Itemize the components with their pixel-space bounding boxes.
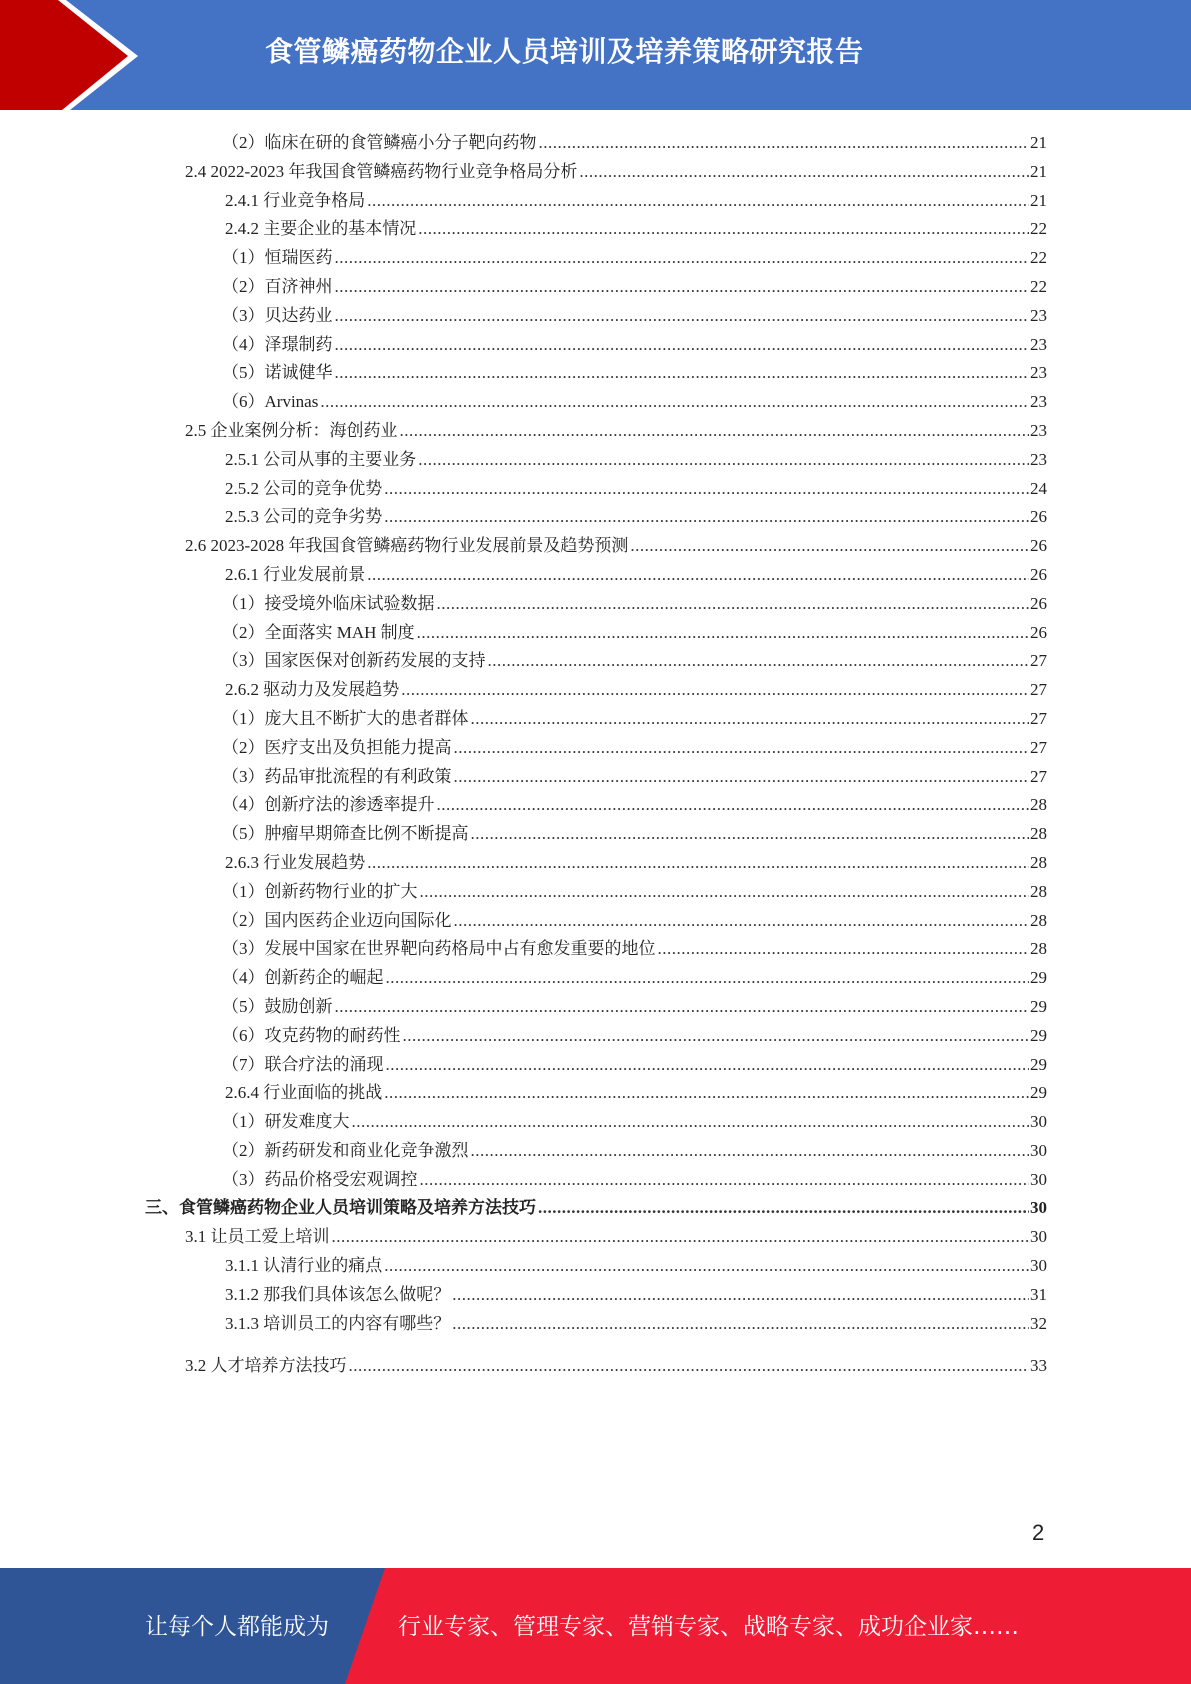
toc-dot-leader xyxy=(335,244,1030,273)
toc-entry-page: 24 xyxy=(1030,478,1047,498)
toc-dot-leader xyxy=(335,302,1030,331)
toc-entry[interactable] xyxy=(0,590,1047,619)
toc-dot-leader xyxy=(452,1310,1029,1339)
toc-entry[interactable] xyxy=(0,503,1047,532)
toc-entry-page: 23 xyxy=(1030,334,1047,354)
toc-entry-page: 30 xyxy=(1030,1169,1047,1189)
toc-entry-page: 21 xyxy=(1030,133,1047,152)
toc-entry-page: 26 xyxy=(1030,564,1047,584)
toc-entry-title: 三、食管鳞癌药物企业人员培训策略及培养方法技巧 xyxy=(145,1198,536,1218)
toc-entry-page: 28 xyxy=(1030,795,1047,815)
toc-entry-page: 22 xyxy=(1030,276,1047,296)
toc-entry-page: 30 xyxy=(1030,1198,1047,1218)
footer-slogan-left: 让每个人都能成为 xyxy=(145,1614,329,1640)
toc-dot-leader xyxy=(335,331,1030,360)
toc-dot-leader xyxy=(320,388,1029,417)
toc-entry[interactable] xyxy=(0,1281,1047,1310)
toc-entry[interactable] xyxy=(0,1137,1047,1166)
toc-entry-page: 30 xyxy=(1030,1140,1047,1160)
toc-entry-title: （4）创新疗法的渗透率提升 xyxy=(222,795,435,815)
toc-entry-page: 28 xyxy=(1030,881,1047,901)
toc-dot-leader xyxy=(335,993,1030,1022)
toc-entry-page: 28 xyxy=(1030,910,1047,930)
toc-entry-title: 2.5.1 公司从事的主要业务 xyxy=(225,449,417,469)
toc-dot-leader xyxy=(386,1051,1030,1080)
toc-entry[interactable] xyxy=(0,878,1047,907)
toc-entry[interactable] xyxy=(0,1108,1047,1137)
toc-entry[interactable] xyxy=(0,993,1047,1022)
toc-entry-page: 27 xyxy=(1030,737,1047,757)
toc-entry-page: 29 xyxy=(1030,1025,1047,1045)
toc-entry-page: 21 xyxy=(1030,161,1047,181)
toc-entry-page: 27 xyxy=(1030,680,1047,700)
toc-entry-title: （1）庞大且不断扩大的患者群体 xyxy=(222,708,469,728)
toc-entry-page: 23 xyxy=(1030,305,1047,325)
toc-dot-leader xyxy=(579,158,1029,187)
toc-entry[interactable] xyxy=(0,791,1047,820)
toc-dot-leader xyxy=(471,1137,1030,1166)
toc-entry[interactable] xyxy=(0,215,1047,244)
toc-dot-leader xyxy=(367,849,1029,878)
toc-entry-title: （2）新药研发和商业化竞争激烈 xyxy=(222,1140,469,1160)
toc-entry-title: （2）医疗支出及负担能力提高 xyxy=(222,737,452,757)
toc-entry[interactable] xyxy=(0,561,1047,590)
toc-entry-page: 27 xyxy=(1030,766,1047,786)
toc-dot-leader xyxy=(384,1079,1029,1108)
toc-entry[interactable] xyxy=(0,647,1047,676)
toc-entry-title: （3）国家医保对创新药发展的支持 xyxy=(222,651,486,671)
toc-dot-leader xyxy=(454,734,1030,763)
toc-dot-leader xyxy=(420,1166,1030,1195)
toc-entry-title: （1）创新药物行业的扩大 xyxy=(222,881,418,901)
toc-entry-page: 27 xyxy=(1030,708,1047,728)
toc-entry-title: （2）全面落实 MAH 制度 xyxy=(222,622,415,642)
toc-entry-title: 3.1.3 培训员工的内容有哪些？ xyxy=(225,1313,451,1333)
page-header xyxy=(0,0,1191,110)
toc-entry-page: 31 xyxy=(1030,1284,1047,1304)
toc-entry[interactable] xyxy=(0,1166,1047,1195)
toc-entry-title: （3）药品价格受宏观调控 xyxy=(222,1169,418,1189)
toc-entry[interactable] xyxy=(0,1194,1047,1223)
toc-entry-page: 21 xyxy=(1030,190,1047,210)
toc-entry-title: 2.5 企业案例分析：海创药业 xyxy=(185,420,398,440)
toc-dot-leader xyxy=(335,273,1030,302)
toc-entry[interactable] xyxy=(0,417,1047,446)
toc-dot-leader xyxy=(352,1108,1030,1137)
toc-entry[interactable] xyxy=(0,820,1047,849)
toc-dot-leader xyxy=(384,475,1029,504)
toc-dot-leader xyxy=(471,820,1030,849)
toc-entry[interactable] xyxy=(0,734,1047,763)
arrow-decoration-icon xyxy=(0,0,160,110)
toc-dot-leader xyxy=(400,417,1030,446)
toc-dot-leader xyxy=(418,215,1029,244)
toc-entry-page: 26 xyxy=(1030,507,1047,527)
toc-dot-leader xyxy=(538,1194,1029,1223)
toc-dot-leader xyxy=(420,878,1030,907)
toc-entry-title: （1）接受境外临床试验数据 xyxy=(222,593,435,613)
toc-entry-title: 3.2 人才培养方法技巧 xyxy=(185,1356,347,1376)
toc-entry-title: 2.4 2022-2023 年我国食管鳞癌药物行业竞争格局分析 xyxy=(185,161,578,181)
toc-entry-page: 23 xyxy=(1030,449,1047,469)
toc-dot-leader xyxy=(454,763,1030,792)
toc-entry-title: （1）恒瑞医药 xyxy=(222,248,333,268)
toc-dot-leader xyxy=(386,964,1030,993)
toc-entry[interactable] xyxy=(0,187,1047,216)
toc-entry[interactable] xyxy=(0,849,1047,878)
toc-entry-title: 2.6.3 行业发展趋势 xyxy=(225,852,366,872)
toc-dot-leader xyxy=(384,503,1029,532)
toc-entry[interactable] xyxy=(0,935,1047,964)
toc-entry[interactable] xyxy=(0,1352,1047,1381)
toc-entry-page: 33 xyxy=(1030,1356,1047,1376)
toc-entry[interactable] xyxy=(0,676,1047,705)
toc-entry[interactable] xyxy=(0,244,1047,273)
toc-entry-page: 29 xyxy=(1030,968,1047,988)
toc-entry[interactable] xyxy=(0,1252,1047,1281)
toc-entry-page: 30 xyxy=(1030,1256,1047,1276)
toc-dot-leader xyxy=(454,907,1030,936)
toc-dot-leader xyxy=(403,1022,1030,1051)
toc-dot-leader xyxy=(417,619,1029,648)
table-of-contents xyxy=(0,129,1191,1381)
toc-dot-leader xyxy=(471,705,1030,734)
toc-entry-title: 2.4.2 主要企业的基本情况 xyxy=(225,219,417,239)
toc-entry[interactable] xyxy=(0,446,1047,475)
toc-entry-page: 26 xyxy=(1030,536,1047,556)
toc-entry[interactable] xyxy=(0,1079,1047,1108)
toc-entry-page: 22 xyxy=(1030,248,1047,268)
toc-entry-page: 26 xyxy=(1030,593,1047,613)
toc-entry-title: （5）诺诚健华 xyxy=(222,363,333,383)
toc-entry-title: （5）肿瘤早期筛查比例不断提高 xyxy=(222,824,469,844)
toc-entry-page: 27 xyxy=(1030,651,1047,671)
toc-entry[interactable] xyxy=(0,964,1047,993)
toc-entry[interactable] xyxy=(0,273,1047,302)
toc-dot-leader xyxy=(384,1252,1029,1281)
toc-entry[interactable] xyxy=(0,1051,1047,1080)
toc-dot-leader xyxy=(437,791,1030,820)
toc-dot-leader xyxy=(367,561,1029,590)
toc-entry[interactable] xyxy=(0,475,1047,504)
toc-entry-page: 29 xyxy=(1030,996,1047,1016)
toc-entry-page: 23 xyxy=(1030,392,1047,412)
toc-entry-title: （1）研发难度大 xyxy=(222,1112,350,1132)
toc-entry-page: 28 xyxy=(1030,852,1047,872)
toc-dot-leader xyxy=(367,187,1029,216)
toc-entry-title: （3）贝达药业 xyxy=(222,305,333,325)
toc-dot-leader xyxy=(418,446,1029,475)
toc-entry-title: 3.1.1 认清行业的痛点 xyxy=(225,1256,383,1276)
toc-entry-page: 29 xyxy=(1030,1054,1047,1074)
toc-entry[interactable] xyxy=(0,1310,1047,1339)
toc-dot-leader xyxy=(349,1352,1030,1381)
toc-entry-title: 2.6.4 行业面临的挑战 xyxy=(225,1083,383,1103)
toc-entry-page: 30 xyxy=(1030,1227,1047,1247)
toc-entry-page: 23 xyxy=(1030,420,1047,440)
toc-entry-page: 29 xyxy=(1030,1083,1047,1103)
footer-slogan-right: 行业专家、管理专家、营销专家、战略专家、成功企业家…… xyxy=(398,1614,1019,1640)
toc-entry-title: （7）联合疗法的涌现 xyxy=(222,1054,384,1074)
toc-entry-title: 3.1 让员工爱上培训 xyxy=(185,1227,330,1247)
toc-entry-title: 2.6.1 行业发展前景 xyxy=(225,564,366,584)
toc-entry-page: 28 xyxy=(1030,939,1047,959)
toc-entry[interactable] xyxy=(0,763,1047,792)
toc-entry[interactable] xyxy=(0,532,1047,561)
toc-dot-leader xyxy=(488,647,1030,676)
toc-entry-page: 23 xyxy=(1030,363,1047,383)
toc-entry[interactable] xyxy=(0,359,1047,388)
toc-dot-leader xyxy=(335,359,1030,388)
toc-dot-leader xyxy=(658,935,1030,964)
toc-entry-title: 2.4.1 行业竞争格局 xyxy=(225,190,366,210)
toc-entry-page: 30 xyxy=(1030,1112,1047,1132)
toc-entry-title: （3）发展中国家在世界靶向药格局中占有愈发重要的地位 xyxy=(222,939,656,959)
toc-entry-title: （4）泽璟制药 xyxy=(222,334,333,354)
toc-entry-title: （5）鼓励创新 xyxy=(222,996,333,1016)
toc-entry[interactable] xyxy=(0,907,1047,936)
toc-entry[interactable] xyxy=(0,129,1047,158)
toc-dot-leader xyxy=(401,676,1029,705)
toc-entry-title: 2.6 2023-2028 年我国食管鳞癌药物行业发展前景及趋势预测 xyxy=(185,536,629,556)
toc-entry-title: 3.1.2 那我们具体该怎么做呢？ xyxy=(225,1284,451,1304)
toc-dot-leader xyxy=(539,129,1030,158)
toc-entry-title: 2.5.3 公司的竞争劣势 xyxy=(225,507,383,527)
toc-entry-title: （4）创新药企的崛起 xyxy=(222,968,384,988)
toc-entry-title: （3）药品审批流程的有利政策 xyxy=(222,766,452,786)
toc-entry-page: 26 xyxy=(1030,622,1047,642)
toc-entry[interactable] xyxy=(0,302,1047,331)
toc-entry[interactable] xyxy=(0,619,1047,648)
toc-entry-title: （2）临床在研的食管鳞癌小分子靶向药物 xyxy=(222,133,537,152)
toc-entry[interactable] xyxy=(0,1223,1047,1252)
toc-dot-leader xyxy=(630,532,1029,561)
page-footer xyxy=(0,1568,1191,1684)
toc-entry-page: 32 xyxy=(1030,1313,1047,1333)
toc-entry[interactable] xyxy=(0,388,1047,417)
toc-entry-title: （6）攻克药物的耐药性 xyxy=(222,1025,401,1045)
toc-entry[interactable] xyxy=(0,705,1047,734)
toc-entry[interactable] xyxy=(0,1022,1047,1051)
toc-dot-leader xyxy=(437,590,1030,619)
toc-entry[interactable] xyxy=(0,331,1047,360)
toc-entry-page: 22 xyxy=(1030,219,1047,239)
toc-entry-title: （6）Arvinas xyxy=(222,392,319,412)
toc-entry-title: （2）百济神州 xyxy=(222,276,333,296)
report-title: 食管鳞癌药物企业人员培训及培养策略研究报告 xyxy=(265,35,864,68)
toc-entry-title: 2.5.2 公司的竞争优势 xyxy=(225,478,383,498)
toc-entry-title: 2.6.2 驱动力及发展趋势 xyxy=(225,680,400,700)
toc-entry-page: 28 xyxy=(1030,824,1047,844)
toc-entry-title: （2）国内医药企业迈向国际化 xyxy=(222,910,452,930)
toc-dot-leader xyxy=(332,1223,1030,1252)
page-number: 2 xyxy=(1032,1520,1045,1545)
toc-entry[interactable] xyxy=(0,158,1047,187)
toc-dot-leader xyxy=(452,1281,1029,1310)
